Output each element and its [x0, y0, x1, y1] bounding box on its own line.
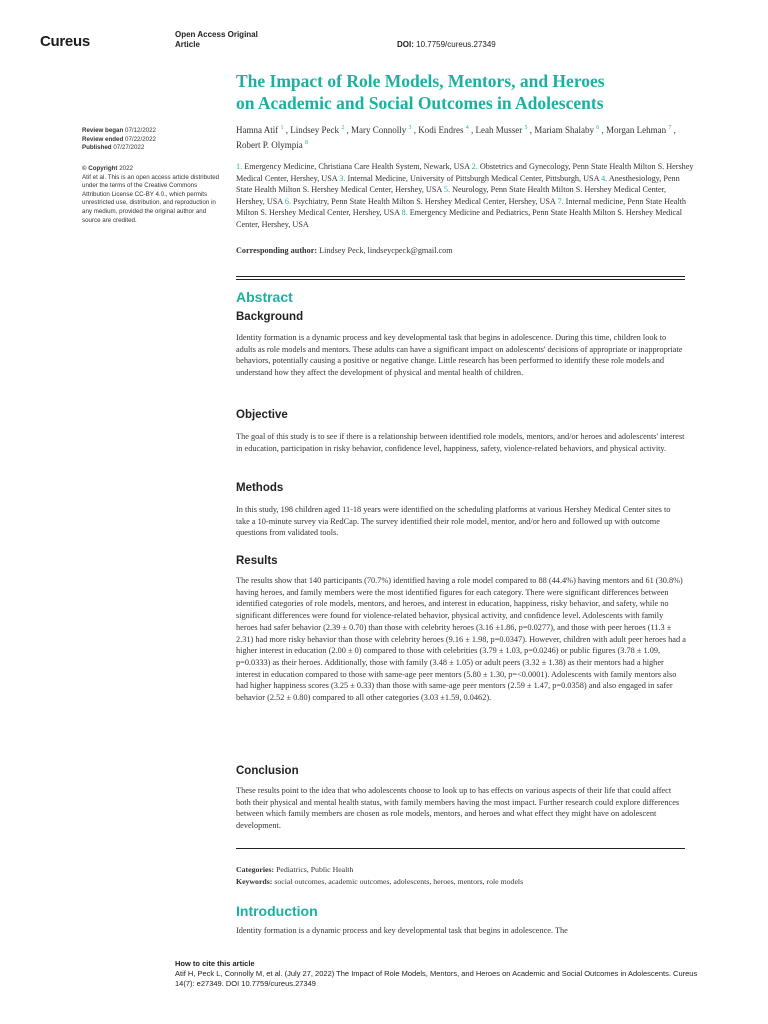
methods-heading: Methods	[236, 482, 284, 494]
affiliation-number: 8.	[401, 208, 408, 218]
affiliation-number: 1.	[236, 162, 243, 171]
author-affiliation-number[interactable]: 2	[341, 125, 345, 131]
affiliation-text: Obstetrics and Gynecology, Penn State Health Milton S. Hershey Medical Center, Hershey, USA	[236, 162, 694, 183]
author-name[interactable]: Hamna Atif	[236, 125, 279, 135]
conclusion-heading: Conclusion	[236, 765, 299, 777]
affiliation-text: Neurology, Penn State Health Milton S. Hershey Medical Center, Hershey, USA	[236, 185, 667, 206]
copyright-line: © Copyright 2022	[82, 165, 133, 172]
author-affiliation-number[interactable]: 8	[305, 140, 308, 146]
corresponding-value[interactable]: Lindsey Peck, lindseycpeck@gmail.com	[319, 246, 453, 255]
introduction-text: Identity formation is a dynamic process and key developmental task that begins in adolescence. The	[236, 926, 568, 935]
categories	[236, 865, 686, 876]
introduction-heading: Introduction	[236, 903, 318, 919]
license-text: Atif et al. This is an open access article distributed under the terms of the Creative Commons Attribution License CC-BY 4.0., which permits unrestricted use, distribution, and reproduction in any medium, provided the original author and source are credited.	[82, 173, 220, 224]
abstract-heading: Abstract	[236, 289, 293, 305]
author-separator: ,	[411, 125, 419, 135]
author-affiliation-number[interactable]: 7	[668, 125, 672, 131]
affiliation-text: Internal medicine, Penn State Health Milton S. Hershey Medical Center, Hershey, USA	[236, 196, 686, 218]
doi-label: DOI:	[397, 40, 414, 49]
affiliation-number: 2.	[471, 162, 478, 171]
author-name[interactable]: Mary Connolly	[351, 125, 407, 135]
author-separator: ,	[468, 125, 476, 135]
background-text: Identity formation is a dynamic process and key developmental task that begins in adolescence. During this time, children look to adults as role models and mentors. These adults can have a significant impact on adolescents' decisions of appropriate or inappropriate behaviors, potentially causing a positive or negative change. Little research has been performed to identify these role models and understand how they affect the development of physical and mental health of children.	[236, 333, 683, 378]
corresponding-author	[236, 246, 696, 255]
author-name[interactable]: Kodi Endres	[418, 125, 464, 135]
author-affiliation-number[interactable]: 1	[280, 125, 284, 131]
article-type	[175, 30, 258, 50]
author-separator: ,	[527, 125, 535, 135]
author-name[interactable]: Robert P. Olympia	[236, 140, 303, 150]
title-line-2: on Academic and Social Outcomes in Adolescents	[236, 93, 604, 113]
background-heading: Background	[236, 311, 304, 323]
author-name[interactable]: Leah Musser	[475, 125, 523, 135]
title-line-1: The Impact of Role Models, Mentors, and Heroes	[236, 71, 605, 91]
affiliation-number: 5.	[443, 185, 451, 195]
author-affiliation-number[interactable]: 4	[465, 125, 469, 131]
author-separator: ,	[344, 125, 351, 135]
affiliation-text: Emergency Medicine, Christiana Care Health System, Newark, USA	[244, 162, 470, 171]
citation-block	[175, 959, 715, 989]
author-name[interactable]: Mariam Shalaby	[534, 125, 594, 135]
results-text: The results show that 140 participants (70.7%) identified having a role model compared to 88 (44.4%) having mentors and 61 (30.8%) having heroes, and family members were the most identified figures for each category. There were significant differences between identified categories of role models, mentors, and heroes, and interest in education, happiness, risky behavior, and safety, while no significant differences were found for violence-related behavior, physical activity, and confidence level. Adolescents with family heroes had safer behavior (2.39 ± 0.70) than those with celebrity heroes (3.16 ±1.86, p=0.0277), and those with peer heroes (11.3 ± 2.31) had more risky behavior than those with celebrity heroes (9.16 ± 1.98, p=0.0347). However, children with adult peer heroes had a higher interest in education (2.00 ± 0) compared to those with celebrities (3.79 ± 1.03, p=0.0246) or public figures (3.78 ± 1.09, p=0.0333) as their heroes. Additionally, those with family (3.48 ± 1.05) or adult peers (3.32 ± 1.38) as their mentors had a higher interest in education compared to those with same-age peer mentors (5.80 ± 1.30, p=<0.0001). Adolescents with family mentors also had higher happiness scores (3.25 ± 0.33) than those with same-age peer mentors (2.59 ± 1.47, p=0.0358) and also engaged in safer behavior (2.52 ± 0.80) compared to all other categories (3.03 ±1.59, 0.0462).	[236, 576, 686, 703]
published-date: Published 07/27/2022	[82, 144, 145, 152]
doi-value[interactable]: 10.7759/cureus.27349	[416, 40, 496, 49]
author-affiliation-number[interactable]: 5	[524, 125, 528, 131]
review-ended: Review ended 07/22/2022	[82, 135, 156, 143]
affiliation-text: Internal Medicine, University of Pittsburgh Medical Center, Pittsburgh, USA	[347, 173, 600, 183]
journal-logo: Cureus	[40, 33, 90, 50]
author-name[interactable]: Morgan Lehman	[606, 125, 667, 135]
author-separator: ,	[283, 125, 291, 135]
doi-header	[397, 40, 496, 49]
citation-label: How to cite this article	[175, 959, 255, 968]
affiliation-list	[236, 161, 694, 231]
affiliation-text: Psychiatry, Penn State Health Milton S. Hershey Medical Center, Hershey, USA	[293, 196, 556, 206]
methods-text: In this study, 198 children aged 11-18 years were identified on the scheduling platforms at various Hershey Medical Center sites to take a 10-minute survey via RedCap. The survey identified their role model, mentor, and/or hero and followed up with outcome questions from validated tools.	[236, 505, 671, 538]
affiliation-number: 4.	[601, 173, 608, 183]
keywords	[236, 877, 686, 888]
divider-top-2	[236, 279, 685, 280]
objective-text: The goal of this study is to see if there is a relationship between identified role models, mentors, and/or heroes and adolescents' interest in education, participation in risky behavior, confidence level, happiness, safety, violence-related behaviors, and physical activity.	[236, 432, 685, 453]
results-heading: Results	[236, 555, 278, 567]
affiliation-text: Emergency Medicine and Pediatrics, Penn State Health Milton S. Hershey Medical Center, Hershey, USA	[236, 208, 683, 229]
objective-heading: Objective	[236, 409, 288, 421]
author-list	[236, 122, 696, 152]
article-title	[236, 70, 706, 114]
review-dates	[82, 127, 222, 153]
divider-top-1	[236, 276, 685, 277]
review-began: Review began 07/12/2022	[82, 127, 156, 134]
affiliation-number: 7.	[557, 196, 564, 206]
categories-value[interactable]: Pediatrics, Public Health	[276, 865, 354, 874]
copyright-block	[82, 165, 222, 225]
keywords-value: social outcomes, academic outcomes, adolescents, heroes, mentors, role models	[274, 877, 524, 886]
corresponding-label: Corresponding author:	[236, 246, 318, 255]
conclusion-text: These results point to the idea that who adolescents choose to look up to has effects on various aspects of their life that could affect both their physical and mental health status, with family members having the most impact. Further research could explore differences between which family members are chosen as role models, mentors, and heroes and what effect they might have on adolescent development.	[236, 786, 680, 831]
divider-bottom	[236, 848, 685, 849]
citation-text: Atif H, Peck L, Connolly M, et al. (July 27, 2022) The Impact of Role Models, Mentors, and Heroes on Academic and Social Outcomes in Adolescents. Cureus 14(7): e27349. DOI 10.7759/cureus.27349	[175, 969, 698, 988]
author-name[interactable]: Lindsey Peck	[290, 125, 339, 135]
categories-label: Categories:	[236, 865, 275, 874]
author-separator: ,	[599, 125, 606, 135]
author-affiliation-number[interactable]: 3	[408, 125, 412, 131]
article-type-line2: Article	[175, 40, 200, 49]
author-separator: ,	[671, 125, 676, 135]
affiliation-number: 6.	[284, 196, 291, 206]
keywords-label: Keywords:	[236, 877, 273, 886]
article-type-line1: Open Access Original	[175, 30, 258, 39]
author-affiliation-number[interactable]: 6	[596, 125, 600, 131]
affiliation-number: 3.	[339, 173, 346, 183]
affiliation-text: Anesthesiology, Penn State Health Milton S. Hershey Medical Center, Hershey, USA	[236, 173, 680, 195]
